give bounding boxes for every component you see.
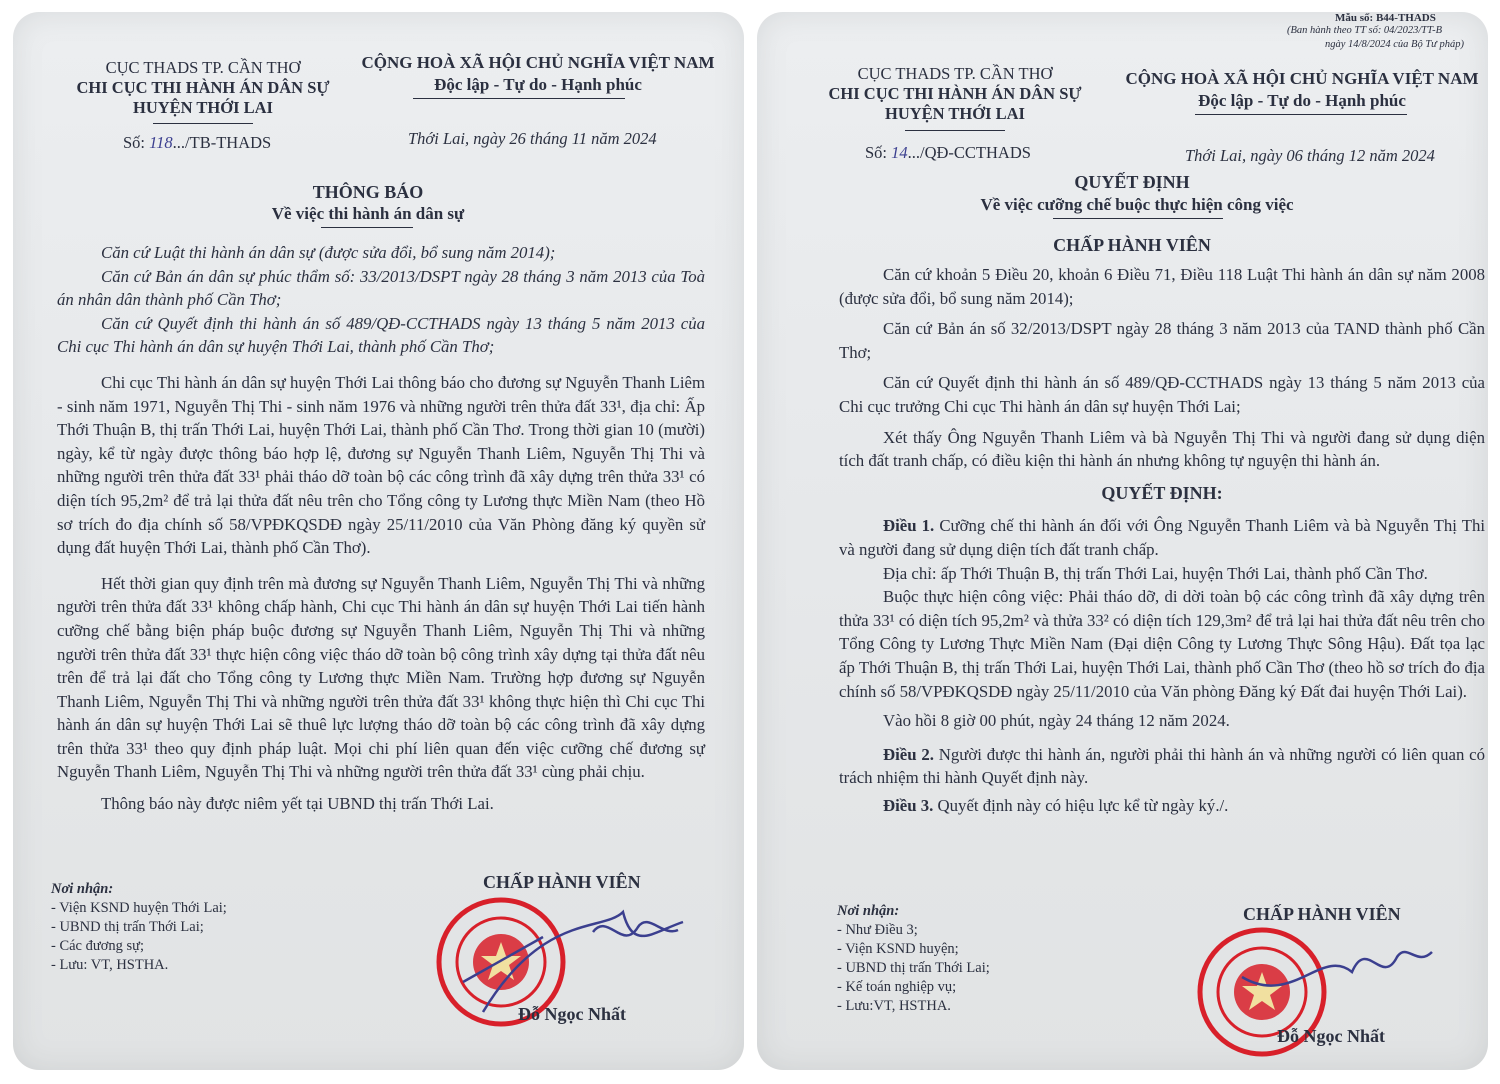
article-1-label: Điều 1.: [883, 516, 935, 536]
place-date: Thới Lai, ngày 26 tháng 11 năm 2024: [408, 129, 657, 148]
recipient-item: - Viện KSND huyện Thới Lai;: [51, 900, 227, 916]
basis-3: Căn cứ Quyết định thi hành án số 489/QĐ-CCTHADS ngày 13 tháng 5 năm 2013 của Chi cục trưởng Chi cục Thi hành án dân sự huyện Thới Lai;: [839, 373, 1485, 416]
document-number: [123, 133, 271, 153]
document-number: [865, 143, 1031, 163]
decision-body: [839, 263, 1485, 817]
nation-line-2: Độc lập - Tự do - Hạnh phúc: [434, 75, 642, 94]
agency-line-3: HUYỆN THỚI LAI: [133, 98, 273, 117]
form-note-1: (Ban hành theo TT số: 04/2023/TT-B: [1287, 25, 1443, 36]
motto-underline: [1195, 114, 1407, 115]
document-title: QUYẾT ĐỊNH: [1074, 172, 1190, 192]
subtitle-underline: [1053, 218, 1223, 219]
paragraph-1: Chi cục Thi hành án dân sự huyện Thới Lai thông báo cho đương sự Nguyễn Thanh Liêm - sinh năm 1971, Nguyễn Thị Thi - sinh năm 1976 và những người trên thửa đất 33¹, địa chỉ: Ấp Thới Thuận B, thị trấn Thới Lai, huyện Thới Lai, thành phố Cần Thơ. Trong thời gian 10 (mười) ngày, kể từ ngày được thông báo hợp lệ, đương sự Nguyễn Thanh Liêm, Nguyễn Thị Thi và những người trên thửa đất 33¹ phải tháo dỡ toàn bộ các công trình đã xây dựng trên thửa 33¹ có diện tích 95,2m² để trả lại thửa đất nêu trên cho Tổng công ty Lương thực Miền Nam (theo Hồ sơ trích đo địa chính số 58/VPĐKQSDĐ ngày 25/11/2010 của Văn Phòng đăng ký quyền sử dụng đất huyện Thới Lai, thành phố Cần Thơ).: [57, 372, 705, 558]
signer-name: Đỗ Ngọc Nhất: [518, 1004, 626, 1024]
basis-1: Căn cứ Luật thi hành án dân sự (được sửa đổi, bổ sung năm 2014);: [101, 243, 556, 262]
recipient-item: - Lưu:VT, HSTHA.: [837, 998, 951, 1014]
number-suffix: .../TB-THADS: [172, 133, 272, 152]
agency-line-2: CHI CỤC THI HÀNH ÁN DÂN SỰ: [76, 78, 330, 97]
recipient-item: - Như Điều 3;: [837, 922, 918, 938]
signer-title: CHẤP HÀNH VIÊN: [1243, 904, 1401, 924]
signer-name: Đỗ Ngọc Nhất: [1277, 1026, 1385, 1046]
agency-line-3: HUYỆN THỚI LAI: [885, 104, 1025, 123]
paragraph-2: Hết thời gian quy định trên mà đương sự Nguyễn Thanh Liêm, Nguyễn Thị Thi và những người trên thửa đất 33¹ không chấp hành, Chi cục Thi hành án dân sự huyện Thới Lai tiến hành cưỡng chế bằng biện pháp buộc đương sự Nguyễn Thanh Liêm, Nguyễn Thị Thi và những người trên thửa đất 33¹ thực hiện công việc tháo dỡ toàn bộ công trình xây dựng tại thửa đất nêu trên để trả lại đất cho Tổng công ty Lương thực Miền Nam. Trường hợp đương sự Nguyễn Thanh Liêm, Nguyễn Thị Thi và những người trên thửa đất 33¹ không thực hiện thì Chi cục Thi hành án dân sự huyện Thới Lai sẽ thuê lực lượng tháo dỡ toàn bộ các công trình đã xây dựng trên thửa 33¹ theo quy định pháp luật. Mọi chi phí liên quan đến việc cưỡng chế đương sự Nguyễn Thanh Liêm, Nguyễn Thị Thi và những người trên thửa đất 33¹ cùng phải chịu.: [57, 573, 705, 782]
article-2-label: Điều 2.: [883, 744, 934, 764]
subtitle-underline: [321, 227, 413, 228]
article-3: [839, 794, 1485, 818]
recipient-item: - Các đương sự;: [51, 938, 145, 954]
article-2: [839, 743, 1485, 790]
nation-line-2: Độc lập - Tự do - Hạnh phúc: [1198, 91, 1406, 110]
number-suffix: .../QĐ-CCTHADS: [907, 143, 1031, 162]
agency-underline: [153, 123, 253, 124]
motto-underline: [413, 98, 625, 99]
recipient-item: - Kế toán nghiệp vụ;: [837, 979, 957, 995]
agency-header: [53, 58, 353, 118]
basis-2: Căn cứ Bản án dân sự phúc thẩm số: 33/2013/DSPT ngày 28 tháng 3 năm 2013 của Toà án nhân dân thành phố Cần Thơ;: [57, 266, 705, 310]
decide-heading: QUYẾT ĐỊNH:: [1101, 482, 1223, 503]
national-header: [348, 52, 728, 96]
document-subtitle: Về việc thi hành án dân sự: [271, 204, 465, 223]
notice-body: [57, 241, 705, 816]
enforcement-time: Vào hồi 8 giờ 00 phút, ngày 24 tháng 12 năm 2024.: [883, 711, 1230, 731]
form-note-2: ngày 14/8/2024 của Bộ Tư pháp): [1325, 39, 1465, 50]
recipient-item: - UBND thị trấn Thới Lai;: [837, 960, 990, 976]
recipient-item: - Viện KSND huyện;: [837, 941, 959, 957]
decision-document: [757, 12, 1488, 1070]
article-2-text: Người được thi hành án, người phải thi hành án và những người có liên quan có trách nhiệm thi hành Quyết định này.: [839, 744, 1486, 788]
document-title: THÔNG BÁO: [312, 182, 424, 202]
article-3-text: Quyết định này có hiệu lực kể từ ngày ký./.: [937, 795, 1229, 815]
agency-header: [805, 64, 1105, 124]
paragraph-3: Thông báo này được niêm yết tại UBND thị trấn Thới Lai.: [101, 794, 494, 814]
article-3-label: Điều 3.: [883, 795, 934, 815]
basis-4: Xét thấy Ông Nguyễn Thanh Liêm và bà Nguyễn Thị Thi và người đang sử dụng diện tích đất tranh chấp, có điều kiện thi hành án nhưng không tự nguyện thi hành án.: [839, 427, 1485, 471]
article-1-text: Cưỡng chế thi hành án đối với Ông Nguyễn Thanh Liêm và bà Nguyễn Thị Thi và người đang sử dụng diện tích đất tranh chấp.: [839, 516, 1486, 559]
basis-1: Căn cứ khoản 5 Điều 20, khoản 6 Điều 71, Điều 118 Luật Thi hành án dân sự năm 2008 (được sửa đổi, bổ sung năm 2014);: [839, 265, 1485, 308]
agency-line-2: CHI CỤC THI HÀNH ÁN DÂN SỰ: [828, 84, 1082, 103]
nation-line-1: CỘNG HOÀ XÃ HỘI CHỦ NGHĨA VIỆT NAM: [1125, 69, 1479, 88]
number-label: Số:: [865, 143, 888, 162]
recipients-block: [837, 902, 990, 1016]
notice-document: [13, 12, 744, 1070]
signer-title: CHẤP HÀNH VIÊN: [483, 872, 641, 892]
obligation: Buộc thực hiện công việc: Phải tháo dỡ, di dời toàn bộ các công trình đã xây dựng trên thửa 33¹ có diện tích 95,2m² và thửa 33² có diện tích 129,3m² để trả lại hai thửa đất nêu trên cho Tổng Công ty Lương Thực Miền Nam (Đại diện Công ty Lương Thực Sông Hậu). Đất tọa lạc ấp Thới Thuận B, thị trấn Thới Lai, huyện Thới Lai, thành phố Cần Thơ (theo hồ sơ trích đo địa chính số 58/VPĐKQSDĐ ngày 25/11/2010 của Văn phòng Đăng ký Đất đai huyện Thới Lai).: [839, 587, 1485, 701]
agency-line-1: CỤC THADS TP. CẦN THƠ: [105, 58, 301, 77]
basis-2: Căn cứ Bản án số 32/2013/DSPT ngày 28 tháng 3 năm 2013 của TAND thành phố Cần Thơ;: [839, 319, 1485, 362]
article-1: [839, 514, 1485, 561]
agency-underline: [905, 130, 1005, 131]
number-handwritten: 14: [891, 143, 908, 162]
form-number: Mẫu số: B44-THADS: [1335, 12, 1436, 24]
number-handwritten: 118: [149, 133, 173, 152]
address: Địa chỉ: ấp Thới Thuận B, thị trấn Thới Lai, huyện Thới Lai, thành phố Cần Thơ.: [883, 563, 1428, 583]
recipients-title: Nơi nhận:: [51, 881, 114, 897]
place-date: Thới Lai, ngày 06 tháng 12 năm 2024: [1185, 146, 1435, 165]
recipient-item: - Lưu: VT, HSTHA.: [51, 957, 169, 973]
recipient-item: - UBND thị trấn Thới Lai;: [51, 919, 204, 935]
basis-3: Căn cứ Quyết định thi hành án số 489/QĐ-CCTHADS ngày 13 tháng 5 năm 2013 của Chi cục Thi hành án dân sự huyện Thới Lai, thành phố Cần Thơ;: [57, 313, 705, 357]
authority-heading: CHẤP HÀNH VIÊN: [1053, 235, 1211, 255]
agency-line-1: CỤC THADS TP. CẦN THƠ: [857, 64, 1053, 83]
number-label: Số:: [123, 133, 146, 152]
document-subtitle: Về việc cưỡng chế buộc thực hiện công việc: [980, 195, 1294, 214]
nation-line-1: CỘNG HOÀ XÃ HỘI CHỦ NGHĨA VIỆT NAM: [361, 53, 715, 72]
recipients-title: Nơi nhận:: [837, 903, 900, 919]
recipients-block: [51, 880, 227, 975]
national-header: [1112, 68, 1488, 112]
